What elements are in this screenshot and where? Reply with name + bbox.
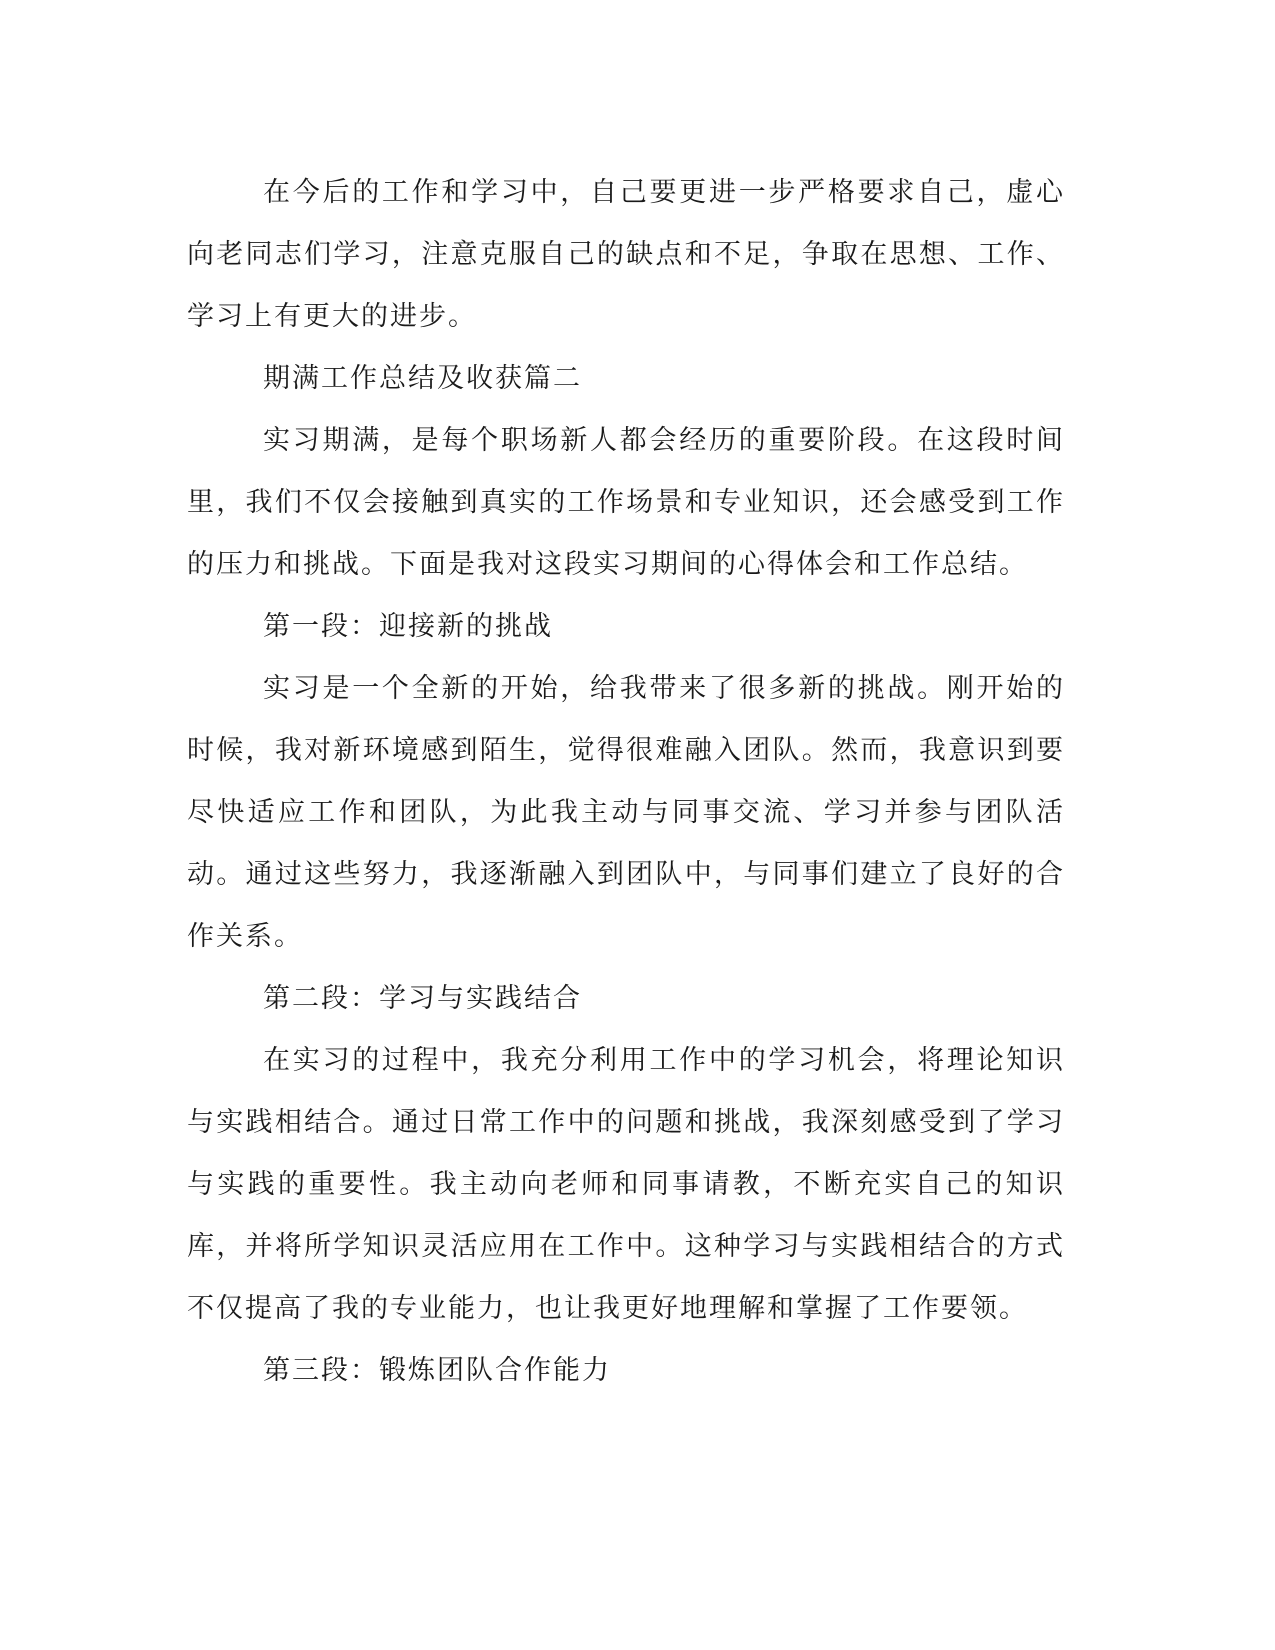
paragraph-new-challenges: 实习是一个全新的开始，给我带来了很多新的挑战。刚开始的时候，我对新环境感到陌生，觉得很难融入团队。然而，我意识到要尽快适应工作和团队，为此我主动与同事交流、学习并参与团队活动。通过这些努力，我逐渐融入到团队中，与同事们建立了良好的合作关系。 [187, 673, 1065, 952]
paragraph-future-study: 在今后的工作和学习中，自己要更进一步严格要求自己，虚心向老同志们学习，注意克服自己的缺点和不足，争取在思想、工作、学习上有更大的进步。 [187, 177, 1065, 332]
paragraph-learning-practice: 在实习的过程中，我充分利用工作中的学习机会，将理论知识与实践相结合。通过日常工作中的问题和挑战，我深刻感受到了学习与实践的重要性。我主动向老师和同事请教，不断充实自己的知识库，并将所学知识灵活应用在工作中。这种学习与实践相结合的方式不仅提高了我的专业能力，也让我更好地理解和掌握了工作要领。 [187, 1045, 1065, 1324]
section-heading-part-two: 期满工作总结及收获篇二 [263, 363, 582, 394]
section-heading-3: 第三段：锻炼团队合作能力 [263, 1355, 611, 1386]
paragraph-internship-intro: 实习期满，是每个职场新人都会经历的重要阶段。在这段时间里，我们不仅会接触到真实的工作场景和专业知识，还会感受到工作的压力和挑战。下面是我对这段实习期间的心得体会和工作总结。 [187, 425, 1065, 580]
document-body [187, 162, 1065, 1402]
section-heading-2: 第二段：学习与实践结合 [263, 983, 582, 1014]
section-heading-1: 第一段：迎接新的挑战 [263, 611, 553, 642]
